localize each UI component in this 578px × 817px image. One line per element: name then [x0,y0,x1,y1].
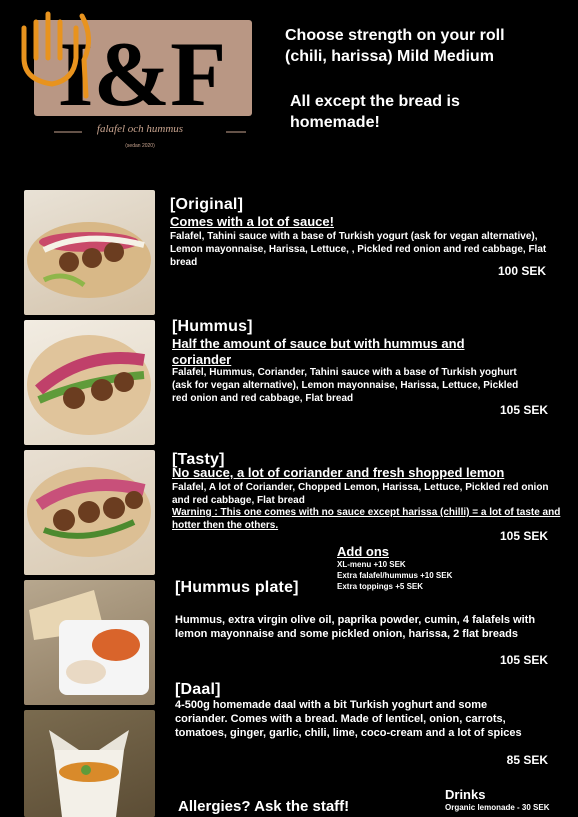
item-desc-daal: 4-500g homemade daal with a bit Turkish yoghurt and some coriander. Comes with a bread. Made of lenticel, onion, carrots, tomatoes, ginger, garlic, chili, lime, coco-cream and a lot of spices [175,699,522,739]
falafel-wrap-image [24,190,155,315]
addon-item: Extra toppings +5 SEK [337,582,424,591]
logo-letters: I&F [57,23,227,125]
daal-box-image [24,710,155,817]
intro-line-3: All except the bread is [290,93,460,110]
logo-small-text: (sedan 2020) [125,143,155,149]
item-desc-tasty: Falafel, A lot of Coriander, Chopped Lemon, Harissa, Lettuce, Pickled red onion and red cabbage, Flat bread [172,482,549,506]
item-warning-tasty: Warning : This one comes with no sauce except harissa (chilli) = a lot of taste and hotter then the others. [172,507,561,531]
intro-homemade [290,91,550,133]
photo-hummus-plate [24,580,155,705]
item-price-hummus-plate: 105 SEK [499,653,548,667]
item-subtitle-tasty: No sauce, a lot of coriander and fresh shopped lemon [172,465,505,480]
addon-item: Extra falafel/hummus +10 SEK [337,571,453,580]
item-subtitle-hummus: Half the amount of sauce but with hummus and coriander [172,336,465,367]
item-title-tasty: [Tasty] [172,451,225,468]
item-title-daal: [Daal] [175,681,221,698]
item-desc-original: Falafel, Tahini sauce with a base of Turkish yogurt (ask for vegan alternative), Lemon mayonnaise, Harissa, Lettuce, , Pickled red onion and red cabbage, Flat bread [170,231,547,268]
item-price-hummus: 105 SEK [499,403,548,417]
logo-graphic [14,8,254,158]
item-title-hummus: [Hummus] [172,318,253,335]
item-price-daal: 85 SEK [506,753,548,767]
drink-item: Organic lemonade - 30 SEK [445,803,550,812]
addons-title: Add ons [337,544,389,559]
intro-strength [285,25,565,67]
item-title-original: [Original] [170,196,244,213]
item-title-hummus-plate: [Hummus plate] [175,579,299,596]
photo-hummus [24,320,155,445]
intro-line-4: homemade! [290,114,380,131]
item-desc-hummus: Falafel, Hummus, Coriander, Tahini sauce with a base of Turkish yoghurt (ask for vegan alternative), Lemon mayonnaise, Harissa, Lettuce, Pickled red onion and red cabbage, Flat bread [172,367,519,404]
item-subtitle-original: Comes with a lot of sauce! [170,214,334,229]
falafel-wrap-image [24,450,155,575]
item-desc-hummus-plate: Hummus, extra virgin olive oil, paprika powder, cumin, 4 falafels with lemon mayonnaise and some pickled onion, harissa, 2 flat breads [175,614,536,640]
hummus-plate-image [24,580,155,705]
photo-daal [24,710,155,817]
logo [14,8,254,158]
photo-tasty [24,450,155,575]
falafel-wrap-image [24,320,155,445]
logo-tagline: falafel och hummus [96,123,184,135]
photo-original [24,190,155,315]
drinks-title: Drinks [445,787,486,802]
item-price-tasty: 105 SEK [499,529,548,543]
addons [337,544,452,592]
allergies-notice: Allergies? Ask the staff! [178,798,350,815]
intro-line-2: (chili, harissa) Mild Medium [285,48,494,65]
intro-line-1: Choose strength on your roll [285,27,505,44]
item-price-original: 100 SEK [497,264,546,278]
addon-item: XL-menu +10 SEK [337,560,406,569]
